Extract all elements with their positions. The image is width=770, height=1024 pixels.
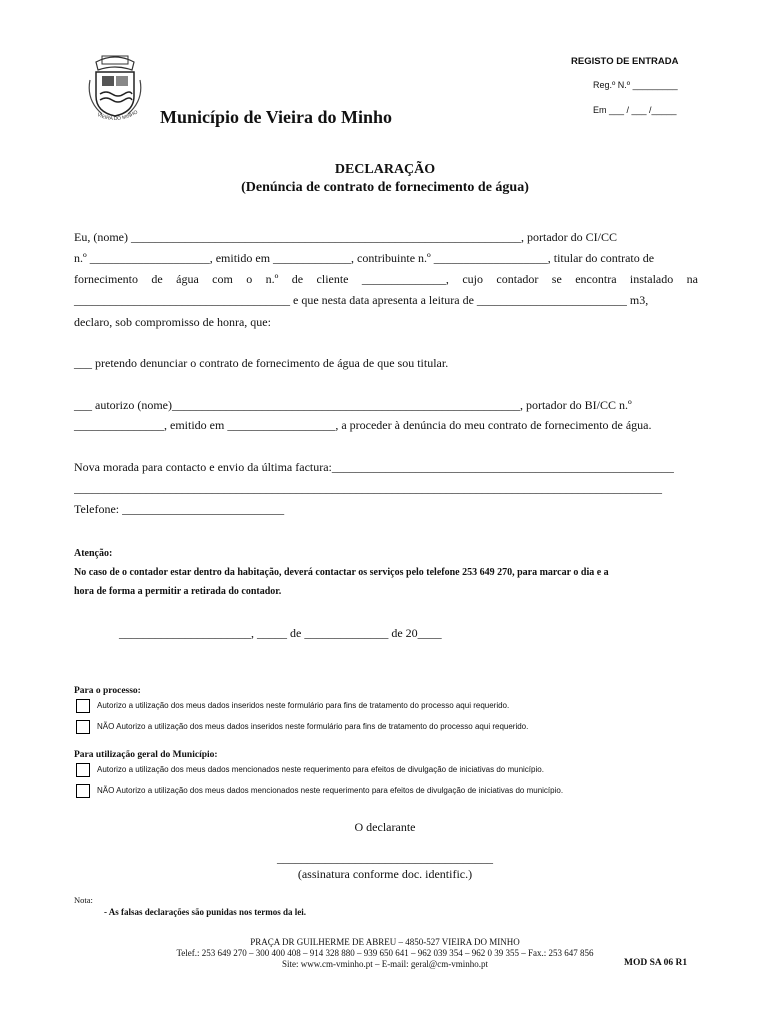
option-authorize-line-1[interactable]: ___ autorizo (nome)__________________________________________________________, portador do BI/CC n.º <box>74 398 632 412</box>
crest-motto: VIEIRA DO MINHO <box>96 109 139 122</box>
consent-process-authorize-label: Autorizo a utilização dos meus dados inseridos neste formulário para fins de tratamento do processo aqui requerido. <box>97 701 510 710</box>
consent-general-heading: Para utilização geral do Município: <box>74 750 218 760</box>
declaration-line-4[interactable]: ____________________________________ e que nesta data apresenta a leitura de _________________________ m3, <box>74 293 649 307</box>
municipal-crest-logo <box>82 50 148 122</box>
new-address-field[interactable]: Nova morada para contacto e envio da última factura:_________________________________________________________ <box>74 460 674 474</box>
option-terminate-contract[interactable]: ___ pretendo denunciar o contrato de fornecimento de água de que sou titular. <box>74 356 449 370</box>
note-label: Nota: <box>74 895 93 905</box>
signature-line[interactable]: ____________________________________ <box>277 851 493 865</box>
declaration-line-5: declaro, sob compromisso de honra, que: <box>74 315 271 329</box>
consent-process-authorize-checkbox[interactable] <box>76 699 90 713</box>
form-reference-code: MOD SA 06 R1 <box>624 958 688 968</box>
consent-general-deny-checkbox[interactable] <box>76 784 90 798</box>
consent-process-deny-checkbox[interactable] <box>76 720 90 734</box>
municipality-name: Município de Vieira do Minho <box>160 107 393 127</box>
consent-general-authorize-checkbox[interactable] <box>76 763 90 777</box>
attention-text-line-1: No caso de o contador estar dentro da habitação, deverá contactar os serviços pelo telefone 253 649 270, para marcar o dia e a <box>74 567 609 578</box>
declaration-line-3[interactable]: fornecimento de água com o n.º de cliente ______________, cujo contador se encontra instalado na <box>74 272 698 286</box>
declarant-label: O declarante <box>354 820 416 834</box>
date-location-field[interactable]: ______________________, _____ de ______________ de 20____ <box>119 626 442 640</box>
footer-web: Site: www.cm-vminho.pt – E-mail: geral@cm-vminho.pt <box>282 959 488 969</box>
attention-text-line-2: hora de forma a permitir a retirada do contador. <box>74 586 282 597</box>
consent-general-authorize-label: Autorizo a utilização dos meus dados mencionados neste requerimento para efeitos de divulgação de iniciativas do município. <box>97 765 544 774</box>
declaration-line-1[interactable]: Eu, (nome) _________________________________________________________________, portador do CI/CC <box>74 230 617 244</box>
footer-phones: Telef.: 253 649 270 – 300 400 408 – 914 328 880 – 939 650 641 – 962 039 354 – 962 0 39 355 – Fax.: 253 647 856 <box>176 948 594 958</box>
registry-number-field[interactable]: Reg.º N.º _________ <box>593 80 678 90</box>
document-subtitle: (Denúncia de contrato de fornecimento de água) <box>241 180 529 195</box>
new-address-continuation[interactable]: __________________________________________________________________________________________________ <box>74 481 662 495</box>
consent-general-deny-label: NÃO Autorizo a utilização dos meus dados mencionados neste requerimento para efeitos de divulgação de iniciativas do município. <box>97 786 564 795</box>
consent-process-heading: Para o processo: <box>74 686 141 696</box>
signature-caption: (assinatura conforme doc. identific.) <box>297 867 473 881</box>
footer-address: PRAÇA DR GUILHERME DE ABREU – 4850-527 VIEIRA DO MINHO <box>250 937 520 947</box>
attention-heading: Atenção: <box>74 548 113 559</box>
note-text: - As falsas declarações são punidas nos termos da lei. <box>104 907 307 917</box>
registry-date-field[interactable]: Em ___ / ___ /_____ <box>593 105 677 115</box>
document-title: DECLARAÇÃO <box>334 162 436 177</box>
phone-field[interactable]: Telefone: ___________________________ <box>74 502 285 516</box>
registry-title: REGISTO DE ENTRADA <box>571 56 679 67</box>
consent-process-deny-label: NÃO Autorizo a utilização dos meus dados inseridos neste formulário para fins de tratamento do processo aqui requerido. <box>97 722 529 731</box>
option-authorize-line-2[interactable]: _______________, emitido em __________________, a proceder à denúncia do meu contrato de fornecimento de água. <box>74 418 652 432</box>
declaration-line-2[interactable]: n.º ____________________, emitido em _____________, contribuinte n.º ___________________, titular do contrato de <box>74 251 655 265</box>
